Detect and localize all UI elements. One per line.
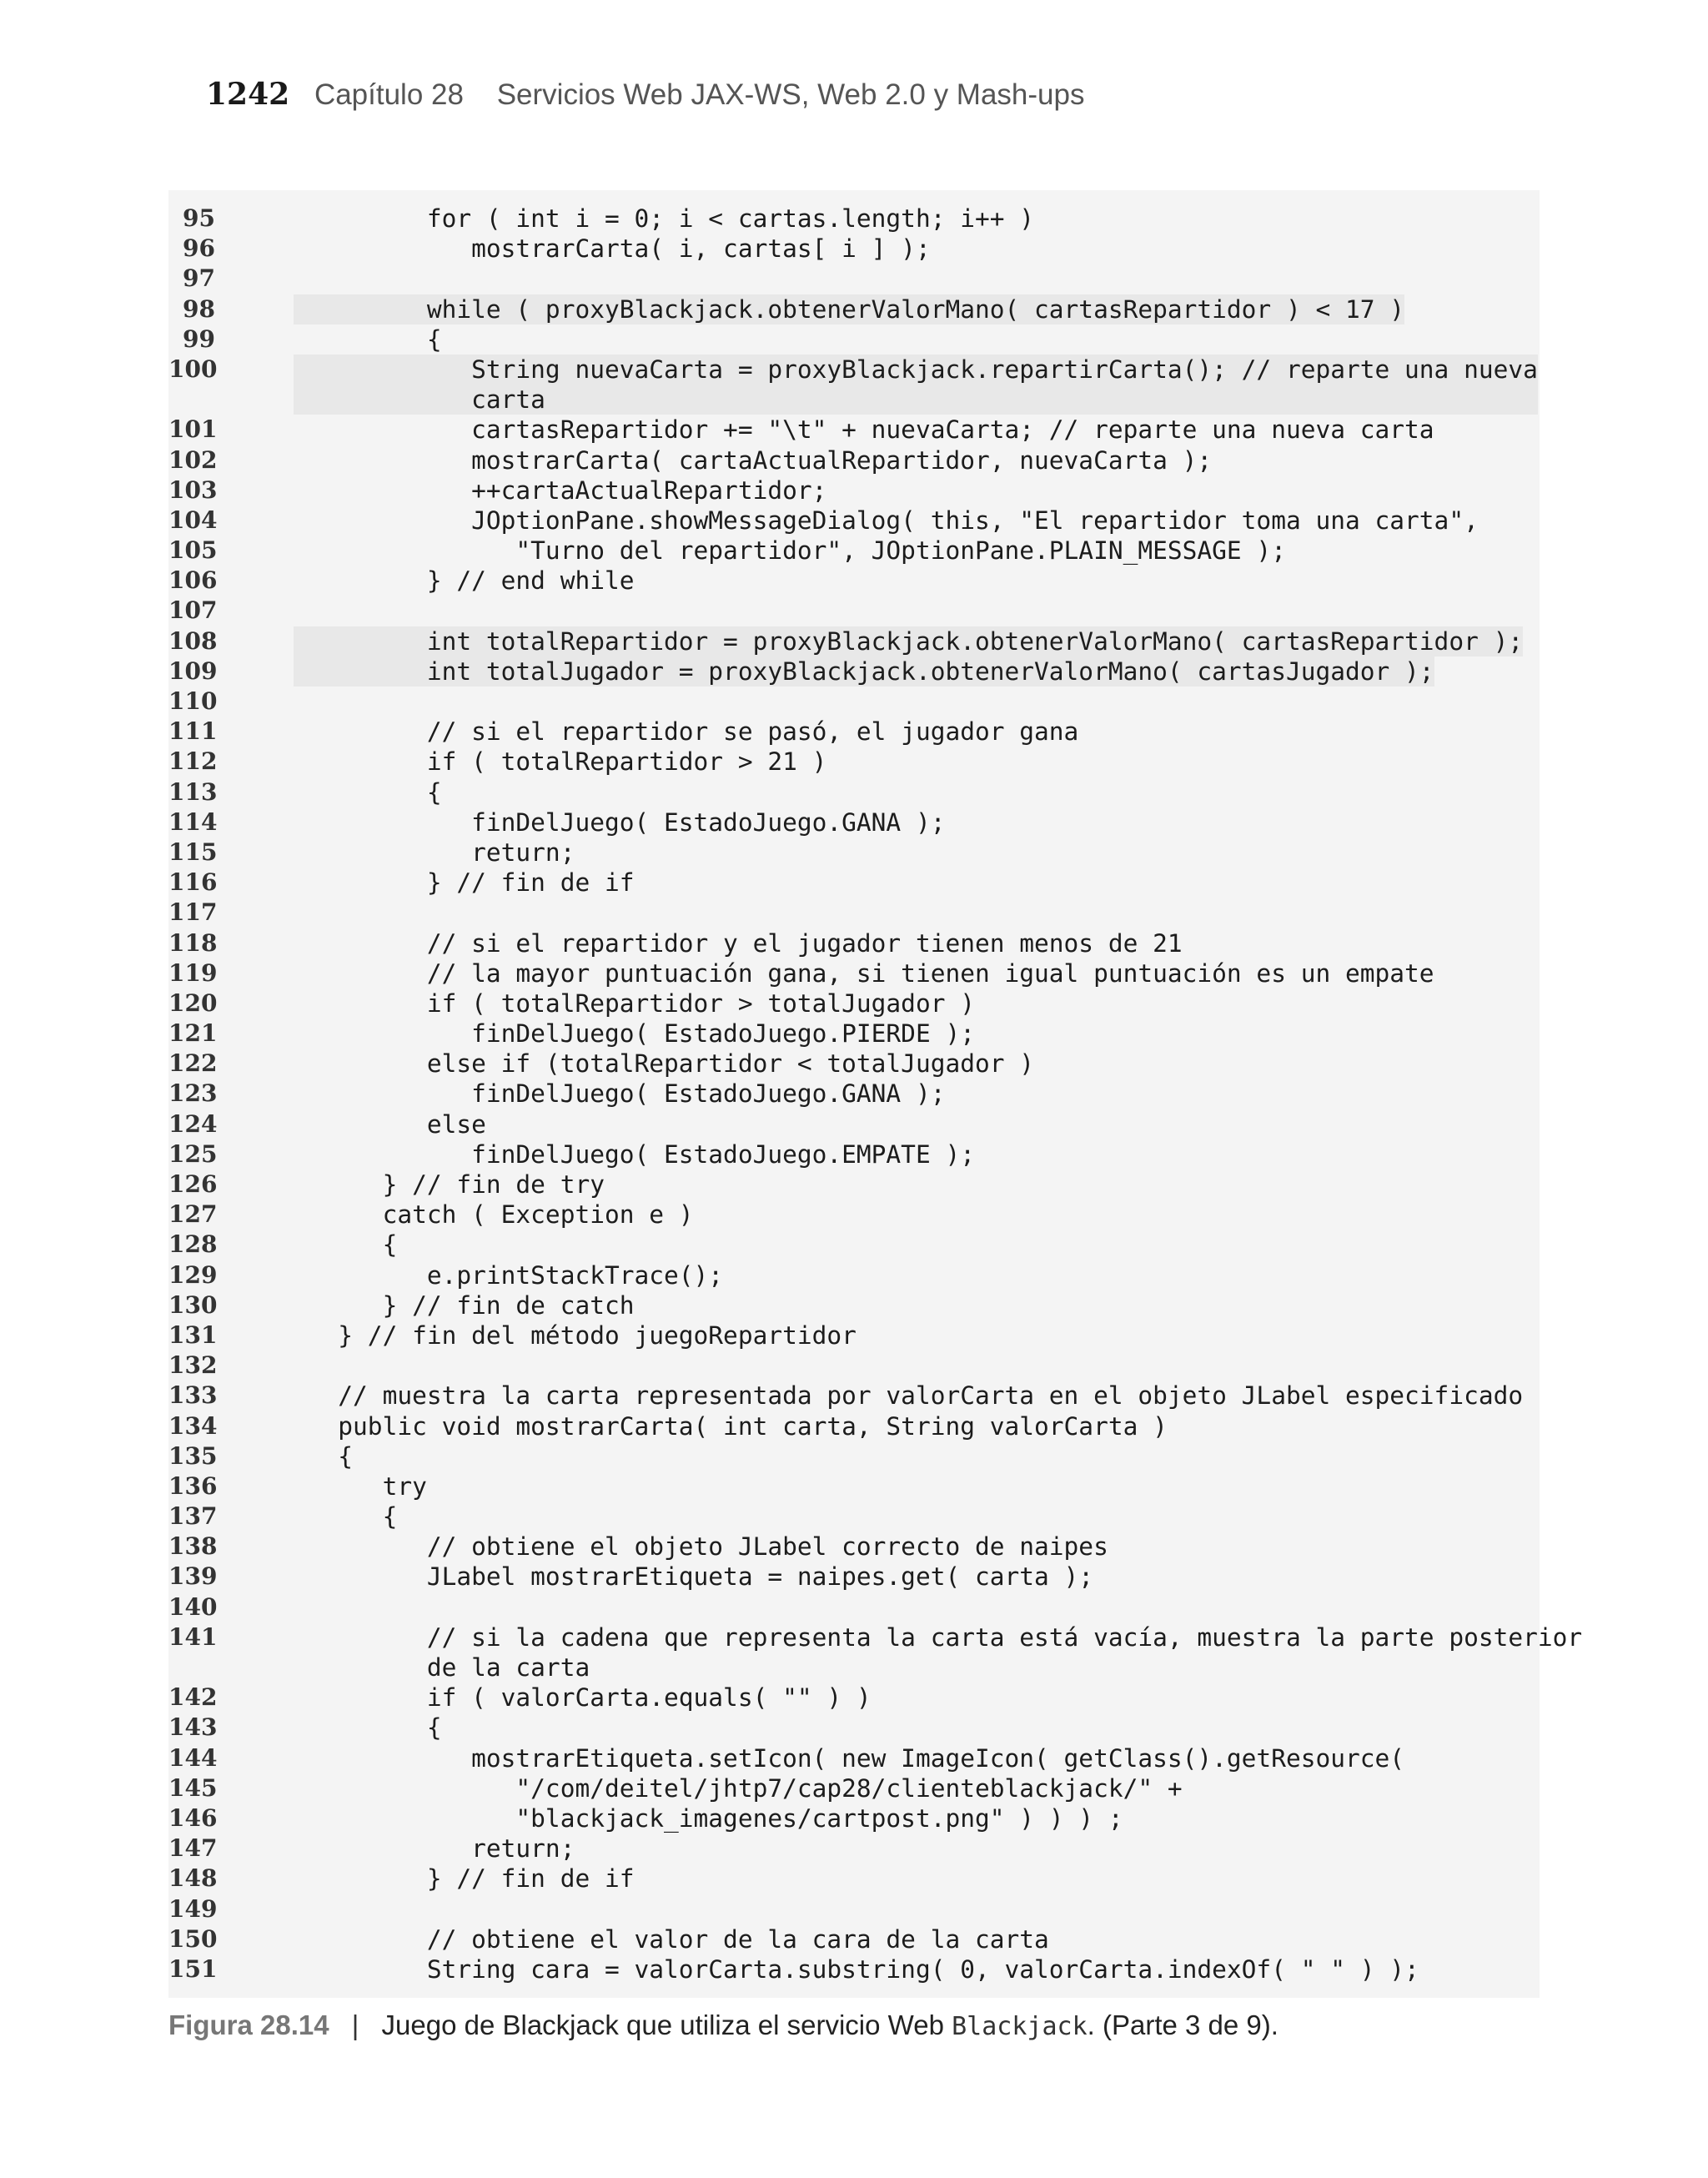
page-header [206,77,1084,112]
code-line [168,837,1540,868]
code-line [168,1471,1540,1501]
line-number: 150 [168,1924,218,1953]
caption-separator: | [351,2009,359,2040]
line-number: 131 [168,1320,218,1349]
code-text: } // fin de if [294,1864,635,1894]
code-text: return; [294,837,575,867]
code-text: } // fin de catch [294,1290,635,1320]
code-text: "/com/deitel/jhtp7/cap28/clienteblackjack/" + [294,1773,1183,1803]
line-number: 100 [168,355,218,383]
code-line [168,1139,1540,1169]
line-number: 110 [168,687,218,716]
figure-label: Figura 28.14 [168,2009,329,2040]
code-text: } // fin de if [294,868,635,898]
code-line [168,1773,1540,1803]
code-text: ++cartaActualRepartidor; [294,475,827,505]
caption-text-end: . (Parte 3 de 9). [1087,2009,1278,2040]
code-line [168,1230,1540,1260]
code-line [168,204,1540,234]
line-number: 121 [168,1019,218,1048]
code-text: while ( proxyBlackjack.obtenerValorMano( cartasRepartidor ) < 17 ) [294,294,1405,324]
code-text: for ( int i = 0; i < cartas.length; i++ ) [294,204,1035,233]
code-text: e.printStackTrace(); [294,1260,724,1290]
code-line [168,536,1540,566]
line-number: 144 [168,1743,218,1772]
code-line [168,1260,1540,1290]
code-line [168,898,1540,928]
line-number: 148 [168,1864,218,1893]
line-number: 149 [168,1894,218,1923]
code-text: finDelJuego( EstadoJuego.PIERDE ); [294,1019,975,1049]
code-line [168,445,1540,475]
code-text: String cara = valorCarta.substring( 0, valorCarta.indexOf( " " ) ); [294,1954,1419,1984]
code-line [168,1864,1540,1894]
code-line [168,506,1540,536]
code-text: // obtiene el valor de la cara de la carta [294,1924,1049,1954]
code-text: { [294,1441,354,1471]
code-text: // si la cadena que representa la carta está vacía, muestra la parte posterior de la carta [426,1622,1583,1683]
line-number: 137 [168,1502,218,1531]
code-text: try [294,1471,427,1501]
code-line [168,717,1540,747]
line-number: 99 [183,324,215,353]
code-line [168,1833,1540,1864]
code-line [168,1713,1540,1743]
line-number: 138 [168,1532,218,1561]
line-number: 98 [183,294,215,323]
code-text: { [294,1230,398,1260]
code-line [168,988,1540,1019]
code-line [168,1743,1540,1773]
line-number: 132 [168,1351,218,1380]
line-number: 96 [183,234,215,263]
page-number: 1242 [206,77,290,112]
code-line [168,777,1540,807]
line-number: 142 [168,1683,218,1712]
code-line [168,868,1540,898]
line-number: 107 [168,596,218,625]
line-number: 128 [168,1230,218,1259]
code-text: finDelJuego( EstadoJuego.EMPATE ); [294,1139,975,1169]
code-text: JLabel mostrarEtiqueta = naipes.get( carta ); [294,1562,1094,1592]
line-number: 113 [168,777,218,806]
chapter-title: Servicios Web JAX-WS, Web 2.0 y Mash-ups [496,78,1085,111]
code-text: } // end while [294,566,635,596]
line-number: 117 [168,898,218,927]
line-number: 147 [168,1834,218,1863]
caption-code-term: Blackjack [952,2012,1088,2041]
code-text: "Turno del repartidor", JOptionPane.PLAIN_MESSAGE ); [294,536,1286,566]
code-line [168,475,1540,506]
code-listing [168,190,1583,1998]
code-line [168,1320,1540,1351]
line-number: 103 [168,475,218,504]
line-number: 101 [168,415,218,444]
code-text: return; [294,1834,575,1864]
code-text: // la mayor puntuación gana, si tienen igual puntuación es un empate [294,958,1434,988]
code-line [168,626,1540,656]
line-number: 139 [168,1562,218,1591]
code-line [168,1381,1540,1411]
caption-text: Juego de Blackjack que utiliza el servicio Web [381,2009,952,2040]
line-number: 126 [168,1170,218,1199]
code-line [168,596,1540,626]
code-line [168,1894,1540,1924]
code-line [168,1954,1540,1984]
line-number: 134 [168,1411,218,1440]
code-text: if ( valorCarta.equals( "" ) ) [294,1683,872,1713]
line-number: 105 [168,536,218,565]
line-number: 95 [183,204,215,232]
code-line [168,355,1540,415]
code-text: "blackjack_imagenes/cartpost.png" ) ) ) ; [294,1803,1123,1833]
code-text: int totalRepartidor = proxyBlackjack.obtenerValorMano( cartasRepartidor ); [294,626,1524,656]
code-line [168,687,1540,717]
code-line [168,1169,1540,1200]
line-number: 118 [168,928,218,957]
code-text: if ( totalRepartidor > 21 ) [294,747,827,777]
line-number: 114 [168,807,218,836]
code-text: finDelJuego( EstadoJuego.GANA ); [294,1079,946,1109]
line-number: 102 [168,445,218,474]
line-number: 109 [168,656,218,685]
code-line [168,234,1540,264]
code-line [168,1200,1540,1230]
code-line [168,1622,1583,1683]
code-line [168,656,1540,687]
line-number: 120 [168,988,218,1017]
figure-caption [168,2002,1278,2050]
code-line [168,294,1540,324]
line-number: 119 [168,958,218,987]
code-line [168,1532,1540,1562]
line-number: 97 [183,264,215,293]
code-text: else [294,1109,486,1139]
chapter-label: Capítulo 28 [314,78,464,111]
code-text: // muestra la carta representada por valorCarta en el objeto JLabel especificado [294,1381,1524,1411]
line-number: 141 [168,1622,218,1651]
line-number: 115 [168,837,218,866]
code-line [168,264,1540,294]
code-text: String nuevaCarta = proxyBlackjack.repartirCarta(); // reparte una nueva carta [294,355,1538,415]
code-line [168,1562,1540,1592]
line-number: 112 [168,747,218,776]
code-line [168,1683,1540,1713]
line-number: 135 [168,1441,218,1470]
line-number: 125 [168,1139,218,1168]
code-text: // si el repartidor y el jugador tienen menos de 21 [294,928,1183,958]
code-line [168,1351,1540,1381]
code-line [168,1019,1540,1049]
line-number: 146 [168,1803,218,1832]
code-text: } // fin del método juegoRepartidor [294,1320,857,1350]
code-line [168,747,1540,777]
line-number: 108 [168,626,218,655]
line-number: 127 [168,1200,218,1229]
code-line [168,1592,1540,1622]
code-text: cartasRepartidor += "\t" + nuevaCarta; // reparte una nueva carta [294,415,1434,445]
code-text: JOptionPane.showMessageDialog( this, "El repartidor toma una carta", [294,506,1479,535]
code-line [168,324,1540,355]
code-line [168,1290,1540,1320]
code-text: mostrarCarta( cartaActualRepartidor, nuevaCarta ); [294,445,1213,475]
code-text: // obtiene el objeto JLabel correcto de naipes [294,1532,1108,1562]
code-text: } // fin de try [294,1170,605,1200]
code-line [168,807,1540,837]
line-number: 130 [168,1290,218,1319]
line-number: 129 [168,1260,218,1289]
line-number: 111 [168,717,218,746]
code-text: else if (totalRepartidor < totalJugador ) [294,1049,1035,1079]
code-text: finDelJuego( EstadoJuego.GANA ); [294,807,946,837]
line-number: 143 [168,1713,218,1742]
line-number: 124 [168,1109,218,1138]
code-text: mostrarCarta( i, cartas[ i ] ); [294,234,931,264]
code-text: catch ( Exception e ) [294,1200,694,1230]
code-line [168,566,1540,596]
line-number: 136 [168,1471,218,1500]
code-text: // si el repartidor se pasó, el jugador gana [294,717,1079,747]
code-line [168,1109,1540,1139]
code-line [168,1803,1540,1833]
line-number: 123 [168,1079,218,1108]
line-number: 140 [168,1592,218,1621]
code-text: mostrarEtiqueta.setIcon( new ImageIcon( getClass().getResource( [294,1743,1405,1773]
line-number: 151 [168,1954,218,1983]
code-line [168,1441,1540,1471]
code-text: { [294,1713,442,1743]
line-number: 145 [168,1773,218,1802]
line-number: 104 [168,506,218,534]
code-line [168,1924,1540,1954]
code-line [168,1049,1540,1079]
code-line [168,1501,1540,1532]
code-line [168,1079,1540,1109]
code-text: { [294,1502,398,1532]
code-text: if ( totalRepartidor > totalJugador ) [294,988,975,1018]
code-line [168,415,1540,445]
code-text: { [294,324,442,354]
line-number: 106 [168,566,218,595]
code-text: public void mostrarCarta( int carta, String valorCarta ) [294,1411,1168,1441]
code-line [168,928,1540,958]
code-text: { [294,777,442,807]
line-number: 133 [168,1381,218,1410]
line-number: 116 [168,868,218,897]
code-text: int totalJugador = proxyBlackjack.obtenerValorMano( cartasJugador ); [294,656,1434,686]
code-lines [168,204,1583,1984]
code-line [168,958,1540,988]
line-number: 122 [168,1049,218,1078]
code-line [168,1411,1540,1441]
